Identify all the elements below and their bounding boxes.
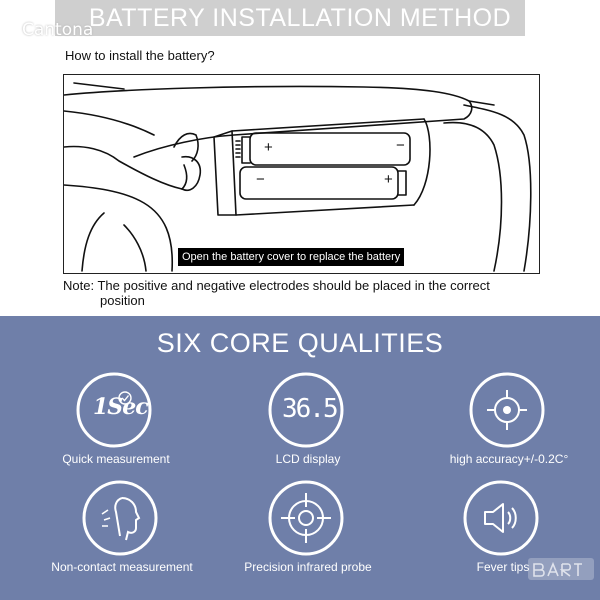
face-scan-icon (82, 480, 158, 556)
feature-label: Fever tips (476, 560, 530, 574)
battery-bottom-minus: − (256, 171, 265, 188)
battery-bottom-plus: + (384, 171, 393, 188)
quick-icon-text: 1Sec (93, 394, 148, 420)
watermark-text: Cantona (22, 20, 94, 40)
crosshair-icon (268, 480, 344, 556)
section-title: SIX CORE QUALITIES (156, 328, 444, 358)
speaker-icon (463, 480, 539, 556)
note-line-1: Note: The positive and negative electrodes should be placed in the correct (63, 278, 490, 293)
target-icon (469, 372, 545, 448)
battery-top-plus: + (264, 139, 273, 156)
battery-cover-caption: Open the battery cover to replace the battery (178, 248, 404, 266)
battery-top-minus: − (396, 137, 405, 154)
six-core-qualities-section (0, 316, 600, 600)
thermometer-battery-drawing (64, 75, 539, 273)
lcd-icon-text: 36.5 (282, 394, 337, 424)
battery-diagram (63, 74, 540, 274)
feature-label: Non-contact measurement (51, 560, 193, 574)
polarity-note (63, 278, 543, 308)
feature-label: Quick measurement (62, 452, 170, 466)
page-title: BATTERY INSTALLATION METHOD (88, 4, 512, 32)
feature-label: high accuracy+/-0.2C° (449, 452, 569, 466)
note-line-2: position (100, 293, 145, 308)
site-logo-watermark (528, 554, 594, 584)
install-question: How to install the battery? (65, 48, 215, 63)
feature-label: Precision infrared probe (244, 560, 372, 574)
feature-label: LCD display (275, 452, 341, 466)
